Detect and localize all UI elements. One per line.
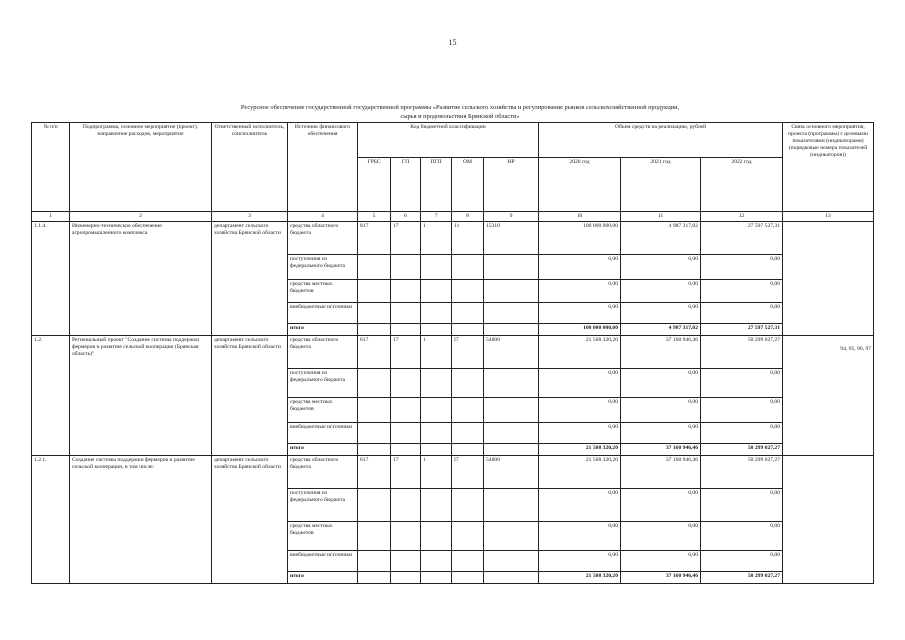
code-gp [391, 572, 421, 584]
code-nr [484, 522, 539, 551]
funding-source: поступления из федерального бюджета [288, 489, 358, 522]
code-om [452, 369, 484, 398]
amount-2022: 0,00 [701, 551, 783, 572]
funding-source: итого [288, 324, 358, 336]
code-nr [484, 423, 539, 444]
header-nr: НР [484, 158, 539, 212]
code-pgp [421, 324, 452, 336]
code-pgp: 1 [421, 336, 452, 369]
amount-2020: 21 508 320,20 [539, 456, 621, 489]
amount-2022: 0,00 [701, 489, 783, 522]
header-volume: Объем средств на реализацию, рублей [539, 123, 783, 158]
amount-2020: 0,00 [539, 398, 621, 423]
code-grbs: 817 [358, 336, 391, 369]
code-grbs [358, 303, 391, 324]
funding-source: средства местных бюджетов [288, 398, 358, 423]
amount-2022: 0,00 [701, 255, 783, 280]
code-gp: 17 [391, 222, 421, 255]
amount-2022: 0,00 [701, 398, 783, 423]
row-number: 1.2. [32, 336, 70, 456]
funding-source: внебюджетные источники [288, 551, 358, 572]
code-om [452, 423, 484, 444]
code-nr [484, 324, 539, 336]
code-nr [484, 572, 539, 584]
code-nr [484, 280, 539, 303]
code-gp [391, 423, 421, 444]
header-name: Подпрограмма, основное мероприятие (проект), направление расходов, мероприятие [70, 123, 212, 212]
code-nr [484, 444, 539, 456]
header-2020: 2020 год [539, 158, 621, 212]
code-om [452, 303, 484, 324]
code-om: I7 [452, 456, 484, 489]
amount-2020: 0,00 [539, 303, 621, 324]
header-2022: 2022 год [701, 158, 783, 212]
header-row [32, 123, 874, 158]
code-nr [484, 489, 539, 522]
code-om [452, 551, 484, 572]
page-number: 15 [448, 38, 457, 47]
amount-2020: 0,00 [539, 489, 621, 522]
activity-name: Региональный проект "Создание системы поддержки фермеров и развитие сельской кооперации (Брянская область)" [70, 336, 212, 456]
code-om: 11 [452, 222, 484, 255]
code-om [452, 444, 484, 456]
amount-2021: 0,00 [621, 398, 701, 423]
code-gp [391, 255, 421, 280]
funding-source: внебюджетные источники [288, 423, 358, 444]
amount-2021: 37 160 946,46 [621, 336, 701, 369]
amount-2020: 100 000 000,00 [539, 222, 621, 255]
amount-2020: 0,00 [539, 369, 621, 398]
code-pgp [421, 280, 452, 303]
amount-2022: 27 597 527,31 [701, 324, 783, 336]
amount-2021: 4 987 317,02 [621, 324, 701, 336]
code-grbs [358, 280, 391, 303]
resource-table [31, 122, 874, 584]
code-grbs [358, 255, 391, 280]
funding-source: поступления из федерального бюджета [288, 369, 358, 398]
code-nr [484, 398, 539, 423]
amount-2022: 0,00 [701, 369, 783, 398]
code-pgp [421, 398, 452, 423]
code-om [452, 324, 484, 336]
funding-source: средства местных бюджетов [288, 522, 358, 551]
code-om [452, 398, 484, 423]
amount-2022: 50 299 027,27 [701, 444, 783, 456]
amount-2021: 37 160 946,46 [621, 572, 701, 584]
column-number: 10 [539, 212, 621, 222]
table-row [32, 456, 874, 489]
code-gp [391, 551, 421, 572]
amount-2021: 0,00 [621, 303, 701, 324]
code-pgp [421, 303, 452, 324]
code-pgp [421, 522, 452, 551]
column-number: 9 [484, 212, 539, 222]
column-number: 1 [32, 212, 70, 222]
amount-2021: 37 160 946,46 [621, 456, 701, 489]
code-gp [391, 303, 421, 324]
table-row [32, 222, 874, 255]
amount-2021: 0,00 [621, 280, 701, 303]
table-row [32, 336, 874, 369]
header-executor: Ответственный исполнитель, соисполнитель [212, 123, 288, 212]
amount-2020: 0,00 [539, 423, 621, 444]
amount-2020: 0,00 [539, 551, 621, 572]
code-gp [391, 444, 421, 456]
amount-2020: 0,00 [539, 280, 621, 303]
amount-2020: 100 000 000,00 [539, 324, 621, 336]
amount-2022: 27 597 527,31 [701, 222, 783, 255]
header-om: ОМ [452, 158, 484, 212]
executor: департамент сельского хозяйства Брянской области [212, 222, 288, 336]
column-number: 7 [421, 212, 452, 222]
amount-2021: 0,00 [621, 489, 701, 522]
code-grbs [358, 444, 391, 456]
title-line-1: Ресурсное обеспечение государственной государственной программы «Развитие сельского хозяйства и регулирование рынков сельскохозяйственной продукции, [240, 104, 680, 111]
amount-2021: 37 160 946,46 [621, 444, 701, 456]
executor: департамент сельского хозяйства Брянской области [212, 456, 288, 584]
code-nr: 54800 [484, 456, 539, 489]
funding-source: внебюджетные источники [288, 303, 358, 324]
funding-source: итого [288, 444, 358, 456]
column-numbers-row [32, 212, 874, 222]
code-pgp [421, 369, 452, 398]
column-number: 8 [452, 212, 484, 222]
code-om [452, 255, 484, 280]
code-om [452, 522, 484, 551]
amount-2021: 4 987 317,02 [621, 222, 701, 255]
header-pgp: ПГП [421, 158, 452, 212]
row-number: 1.1.4. [32, 222, 70, 336]
amount-2022: 0,00 [701, 280, 783, 303]
amount-2022: 0,00 [701, 303, 783, 324]
executor: департамент сельского хозяйства Брянской области [212, 336, 288, 456]
code-grbs [358, 324, 391, 336]
code-pgp [421, 551, 452, 572]
code-om [452, 280, 484, 303]
column-number: 2 [70, 212, 212, 222]
code-gp [391, 522, 421, 551]
amount-2020: 0,00 [539, 255, 621, 280]
amount-2020: 21 508 320,20 [539, 572, 621, 584]
code-grbs [358, 489, 391, 522]
funding-source: средства областного бюджета [288, 336, 358, 369]
code-om [452, 489, 484, 522]
code-grbs [358, 551, 391, 572]
code-gp [391, 369, 421, 398]
code-pgp [421, 572, 452, 584]
code-grbs [358, 522, 391, 551]
amount-2020: 21 508 320,20 [539, 336, 621, 369]
column-number: 5 [358, 212, 391, 222]
code-om [452, 572, 484, 584]
code-gp [391, 398, 421, 423]
title-line-2: сырья и продовольствия Брянской области» [400, 113, 520, 120]
code-grbs [358, 398, 391, 423]
code-gp [391, 280, 421, 303]
funding-source: средства областного бюджета [288, 222, 358, 255]
code-pgp: 1 [421, 456, 452, 489]
amount-2021: 0,00 [621, 369, 701, 398]
funding-source: итого [288, 572, 358, 584]
code-gp [391, 324, 421, 336]
code-nr [484, 369, 539, 398]
amount-2022: 50 299 027,27 [701, 336, 783, 369]
code-grbs: 817 [358, 456, 391, 489]
code-nr: 15310 [484, 222, 539, 255]
code-grbs [358, 369, 391, 398]
code-grbs: 817 [358, 222, 391, 255]
code-pgp [421, 444, 452, 456]
code-gp [391, 489, 421, 522]
amount-2022: 0,00 [701, 522, 783, 551]
code-nr [484, 255, 539, 280]
amount-2020: 21 508 320,20 [539, 444, 621, 456]
code-nr [484, 551, 539, 572]
header-gp: ГП [391, 158, 421, 212]
amount-2022: 50 299 027,27 [701, 456, 783, 489]
column-number: 3 [212, 212, 288, 222]
activity-name: Создание системы поддержки фермеров и развитие сельской кооперации, в том числе: [70, 456, 212, 584]
code-nr: 54800 [484, 336, 539, 369]
funding-source: поступления из федерального бюджета [288, 255, 358, 280]
code-pgp [421, 489, 452, 522]
header-2021: 2021 год [621, 158, 701, 212]
code-grbs [358, 423, 391, 444]
amount-2021: 0,00 [621, 423, 701, 444]
header-budget-code: Код бюджетной классификации [358, 123, 539, 158]
row-number: 1.2.1. [32, 456, 70, 584]
code-gp: 17 [391, 336, 421, 369]
column-number: 13 [783, 212, 874, 222]
amount-2022: 0,00 [701, 423, 783, 444]
column-number: 6 [391, 212, 421, 222]
document-title [60, 103, 860, 121]
header-source: Источник финансового обеспечения [288, 123, 358, 212]
code-pgp [421, 423, 452, 444]
header-num: № п/п [32, 123, 70, 212]
amount-2020: 0,00 [539, 522, 621, 551]
funding-source: средства местных бюджетов [288, 280, 358, 303]
column-number: 12 [701, 212, 783, 222]
header-grbs: ГРБС [358, 158, 391, 212]
code-pgp: 1 [421, 222, 452, 255]
amount-2021: 0,00 [621, 255, 701, 280]
indicators: 94, 95, 96, 97 [783, 336, 874, 456]
amount-2022: 50 299 027,27 [701, 572, 783, 584]
code-nr [484, 303, 539, 324]
code-grbs [358, 572, 391, 584]
activity-name: Инженерно-техническое обеспечение агропромышленного комплекса [70, 222, 212, 336]
column-number: 11 [621, 212, 701, 222]
column-number: 4 [288, 212, 358, 222]
amount-2021: 0,00 [621, 522, 701, 551]
code-pgp [421, 255, 452, 280]
code-om: I7 [452, 336, 484, 369]
indicators [783, 222, 874, 336]
funding-source: средства областного бюджета [288, 456, 358, 489]
indicators [783, 456, 874, 584]
code-gp: 17 [391, 456, 421, 489]
amount-2021: 0,00 [621, 551, 701, 572]
header-link: Связь основного мероприятия, проекта (программы) с целевыми показателями (индикаторами) (порядковые номера показателей (индикаторов)) [783, 123, 874, 212]
